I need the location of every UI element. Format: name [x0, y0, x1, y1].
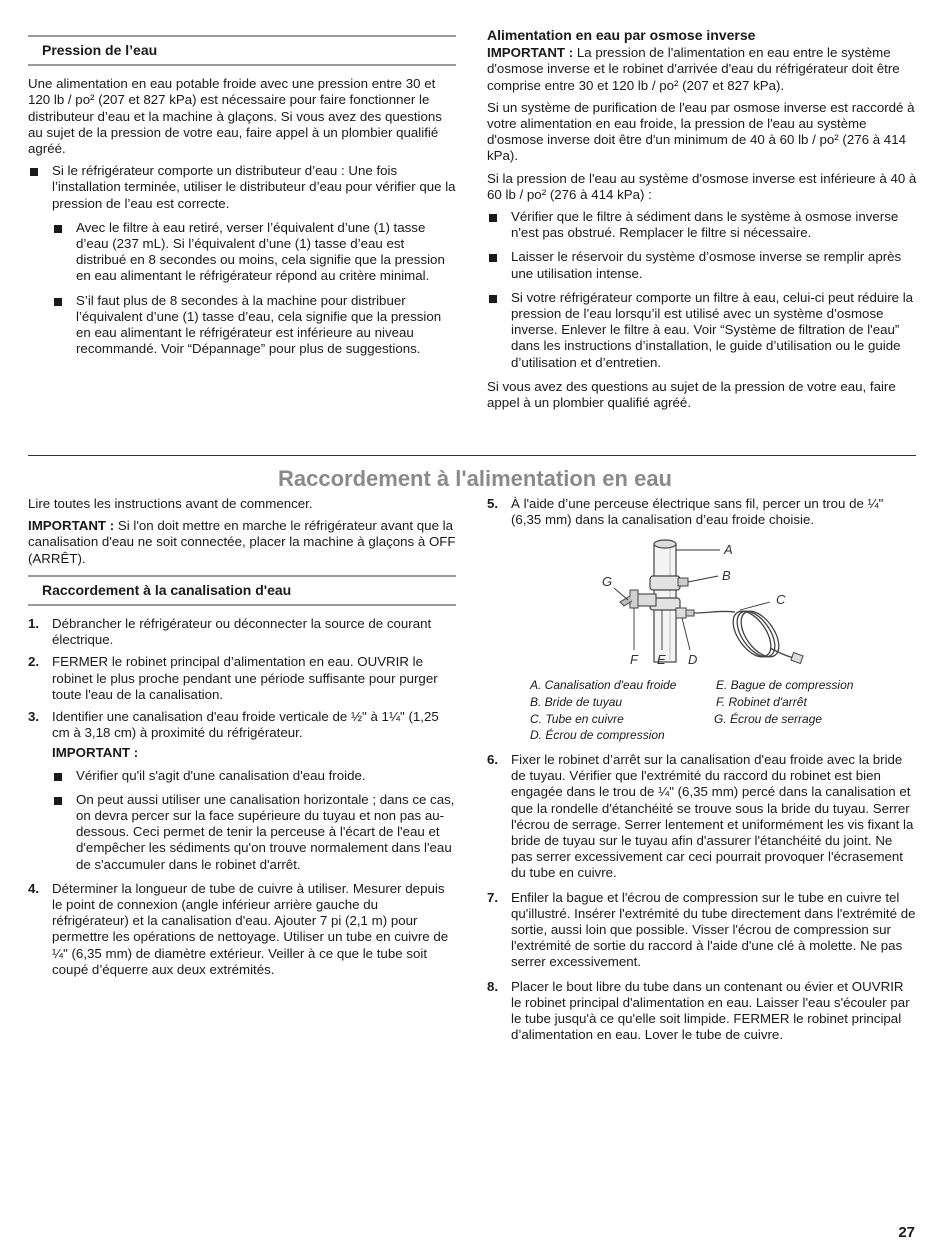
caption-a: A. Canalisation d'eau froide: [530, 678, 677, 692]
label-f: F: [630, 652, 638, 667]
list-item: Avec le filtre à eau retiré, verser l’équivalent d’une (1) tasse d’eau (237 mL). Si l’équivalent d’une (1) tasse d’eau est distribué en 8 secondes ou moins, cela signifie que la pression en eau alimentant le réfrigérateur répond au critère minimal.: [52, 220, 456, 285]
bullet-square-icon: [489, 295, 497, 303]
caption-g: G. Écrou de serrage: [714, 712, 823, 726]
raccordement-steps-right: [487, 496, 917, 534]
list-item: Laisser le réservoir du système d’osmose inverse se remplir après une utilisation intense.: [487, 249, 917, 281]
copper-tube-coil: [694, 605, 794, 664]
caption-f: F. Robinet d'arrêt: [716, 695, 807, 709]
raccordement-section: [28, 496, 456, 984]
raccordement-intro: Lire toutes les instructions avant de commencer.: [28, 496, 313, 511]
shutoff-valve: [620, 590, 656, 608]
label-c: C: [776, 592, 786, 607]
label-b: B: [722, 568, 731, 583]
pression-intro: Une alimentation en eau potable froide avec une pression entre 30 et 120 lb / po² (207 et 827 kPa) est nécessaire pour faire fonctionner le distributeur d’eau et la machine à glaçons. Si vous avez des questions au sujet de la pression de votre eau, faire appel à un plombier qualifié agréé.: [28, 76, 442, 157]
list-item: Vérifier qu'il s'agit d'une canalisation d'eau froide.: [52, 768, 456, 784]
step-5: 5. À l'aide d’une perceuse électrique sans fil, percer un trou de ¼" (6,35 mm) dans la canalisation d’eau froide choisie.: [487, 496, 884, 528]
page-title: Raccordement à l'alimentation en eau: [277, 466, 672, 491]
step-3-important: IMPORTANT :: [52, 745, 139, 761]
osmose-outro: Si vous avez des questions au sujet de la pression de votre eau, faire appel à un plombier qualifié agréé.: [487, 378, 896, 411]
step-6: 6. Fixer le robinet d’arrêt sur la canalisation d'eau froide avec la bride de tuyau. Vérifier que l'extrémité du raccord du robinet est bien engagée dans le trou de ¼" (6,35 mm) percé dans la canalisation et que la rondelle d'étanchéité se trouve sous la bride du tuyau. Serrer l'écrou de serrage. Serrer lentement et uniformément les vis fixant la bride de tuyau sur le tuyau afin d'assurer l'étanchéité du joint. Ne pas serrer excessivement car ceci pourrait provoquer l'écrasement du tube en cuivre.: [487, 752, 914, 881]
list-item: On peut aussi utiliser une canalisation horizontale ; dans ce cas, on devra percer sur la face supérieure du tuyau et non pas au-dessous. Ceci permet de tenir la perceuse à l'écart de l'eau et d'empêcher les sédiments qu'on trouve normalement dans l'eau de s'accumuler dans le robinet d'arrêt.: [52, 792, 456, 873]
canalisation-heading: Raccordement à la canalisation d'eau: [28, 575, 456, 606]
tube-end-nut: [791, 653, 803, 664]
bullet-square-icon: [54, 797, 62, 805]
bullet-square-icon: [54, 298, 62, 306]
section-divider: [28, 455, 916, 456]
bullet-square-icon: [489, 214, 497, 222]
step-8: 8. Placer le bout libre du tube dans un contenant ou évier et OUVRIR le robinet principal d'alimentation en eau. Laisser l'eau s'écouler par le tube jusqu'à ce qu'elle soit limpide. FERMER le robinet principal d’alimentation en eau. Lover le tube de cuivre.: [487, 978, 910, 1043]
step-3: 3. Identifier une canalisation d'eau froide verticale de ½" à 1¼" (1,25 cm à 3,18 cm) à proximité du réfrigérateur. IMPORTANT :: [28, 709, 456, 762]
label-d: D: [688, 652, 698, 667]
list-item: S’il faut plus de 8 secondes à la machine pour distribuer l’équivalent d’une (1) tasse d’eau, cela signifie que la pression en eau alimentant le réfrigérateur est inférieure au niveau recommandé. Voir “Dépannage” pour plus de suggestions.: [52, 293, 456, 358]
raccordement-steps-right-2: [487, 752, 917, 1049]
step-1: 1. Débrancher le réfrigérateur ou déconnecter la source de courant électrique.: [28, 616, 432, 648]
caption-d: D. Écrou de compression: [530, 728, 665, 742]
caption-c: C. Tube en cuivre: [530, 712, 624, 726]
osmose-important: IMPORTANT : La pression de l'alimentation en eau entre le système d'osmose inverse et le robinet d'arrivée d'eau du réfrigérateur doit être comprise entre 30 et 120 lb / po² (207 et 827 kPa).: [487, 45, 900, 93]
osmose-p2: Si la pression de l'eau au système d'osmose inverse est inférieure à 40 à 60 lb / po² (276 à 414 kPa) :: [487, 170, 917, 202]
step-4: 4. Déterminer la longueur de tube de cuivre à utiliser. Mesurer depuis le point de connexion (angle inférieur arrière gauche du réfrigérateur) et la canalisation d'eau. Ajouter 7 pi (2,1 m) pour permettre les opérations de nettoyage. Utiliser un tube en cuivre de ¼" (6,35 mm) de diamètre extérieur. Veiller à ce que le tube soit coupé d’équerre aux deux extrémités.: [28, 880, 449, 977]
bullet-square-icon: [54, 225, 62, 233]
list-item: Si le réfrigérateur comporte un distributeur d’eau : Une fois l’installation terminée, utiliser le distributeur d’eau pour vérifier que la pression de l’eau est correcte.: [28, 163, 456, 212]
label-g: G: [602, 574, 613, 589]
label-a: A: [724, 542, 733, 557]
list-item: Vérifier que le filtre à sédiment dans le système à osmose inverse n'est pas obstrué. Remplacer le filtre si nécessaire.: [487, 209, 917, 241]
osmose-section: [487, 27, 917, 417]
valve-diagram: [590, 538, 820, 670]
osmose-heading: Alimentation en eau par osmose inverse: [487, 27, 756, 43]
bullet-square-icon: [489, 254, 497, 262]
step-7: 7. Enfiler la bague et l'écrou de compression sur le tube en cuivre tel qu'illustré. Insérer l'extrémité du tube directement dans l'extrémité de sortie, aussi loin que possible. Visser l'écrou de compression sur l'extrémité de sortie du raccord à l'aide d'une clé à molette. Ne pas serrer excessivement.: [487, 889, 916, 970]
step-2: 2. FERMER le robinet principal d’alimentation en eau. OUVRIR le robinet le plus proche pendant une période suffisante pour purger toute l'eau de la canalisation.: [28, 654, 438, 702]
list-item: Si votre réfrigérateur comporte un filtre à eau, celui-ci peut réduire la pression de l’eau lorsqu’il est utilisé avec un système d’osmose inverse. Enlever le filtre à eau. Voir “Système de filtration de l'eau” dans les instructions d’installation, le guide d’utilisation ou le guide d’utilisation et d’entretien.: [487, 290, 917, 371]
bullet-square-icon: [54, 773, 62, 781]
caption-b: B. Bride de tuyau: [530, 695, 623, 709]
bullet-square-icon: [30, 168, 38, 176]
page-number: 27: [898, 1224, 915, 1241]
raccordement-important: IMPORTANT : Si l'on doit mettre en marche le réfrigérateur avant que la canalisation d'eau ne soit connectée, placer la machine à glaçons à OFF (ARRÊT).: [28, 518, 456, 566]
label-e: E: [657, 652, 666, 667]
osmose-p1: Si un système de purification de l'eau par osmose inverse est raccordé à votre alimentation en eau froide, la pression de l'eau au système d'osmose inverse doit être d'un minimum de 40 à 60 lb / po² (276 à 414 kPa).: [487, 99, 915, 164]
caption-e: E. Bague de compression: [716, 678, 854, 692]
compression-fitting: [676, 608, 694, 618]
pression-section: [28, 35, 456, 365]
pression-heading: Pression de l’eau: [28, 35, 456, 66]
